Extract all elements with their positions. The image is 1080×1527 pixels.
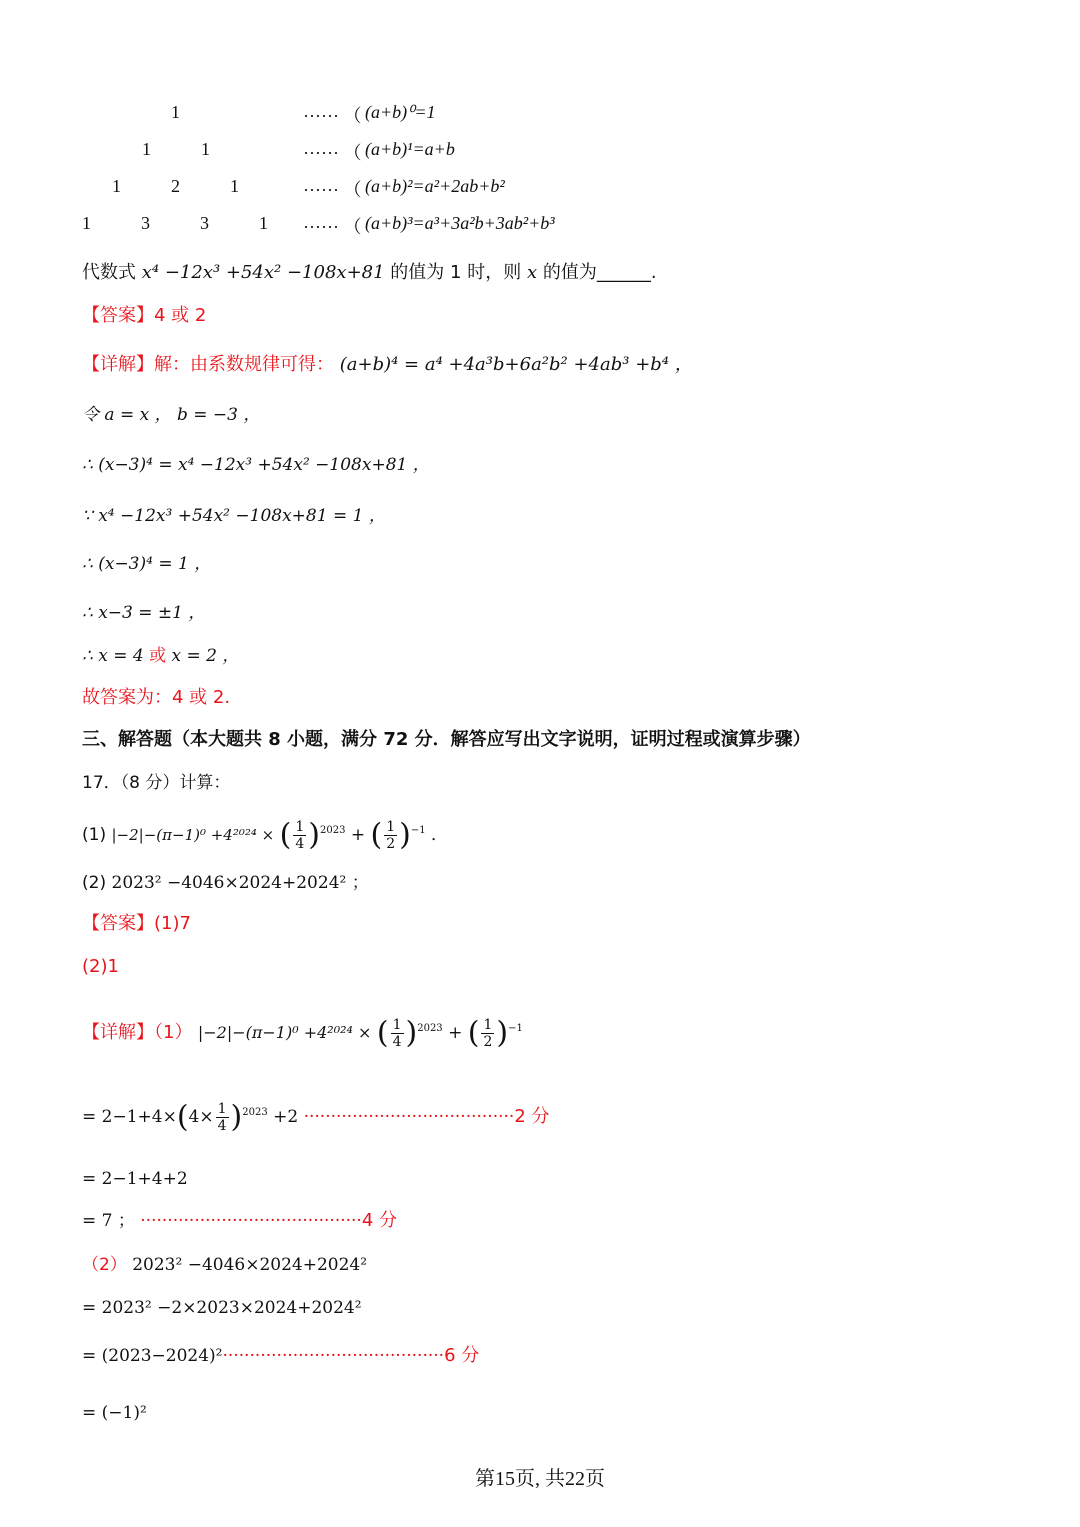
detail-17-line2: = 2−1+4+2 [82,1169,188,1189]
triangle-number: 3 [141,213,150,233]
answer-16: 【答案】4 或 2 [82,305,207,326]
triangle-dots: ······ （ [303,217,362,237]
question-17-header: 17．（8 分）计算： [82,773,231,793]
triangle-number: 2 [171,176,180,196]
triangle-number: 1 [259,213,268,233]
section-title: 三、解答题（本大题共 8 小题，满分 72 分．解答应写出文字说明，证明过程或演算步骤） [82,729,811,750]
fraction: $\frac{1}{4}$ [392,1017,402,1050]
triangle-dots: ······ （ [303,106,362,126]
detail-17-p2-line2: = (2023−2024)²·········································6 分 [82,1345,480,1366]
page-footer: 第15页, 共22页 [475,1468,605,1490]
triangle-number: 1 [201,139,210,159]
fraction: $\frac{1}{2}$ [483,1017,493,1050]
fraction: $\frac{1}{4}$ [217,1101,227,1134]
triangle-number: 1 [230,176,239,196]
answer-17-part2: (2)1 [82,956,119,977]
fraction: $\frac{1}{2}$ [386,819,396,852]
triangle-number: 3 [200,213,209,233]
triangle-dots: ······ （ [303,180,362,200]
detail-17-p2-line3: = (−1)² [82,1403,147,1423]
detail-16-conclusion: 故答案为：4 或 2. [82,687,231,708]
question-17-part1: (1) |−2|−(π−1)⁰ +4²⁰²⁴ × ( $\frac{1}{4}$ )$^{2023}$ + ( $\frac{1}{2}$ )$^{-1}$ ． [82,817,449,853]
triangle-number: 1 [112,176,121,196]
detail-16-intro: 【详解】解：由系数规律可得： (a+b)⁴ = a⁴ +4a³b+6a²b² +4ab³ +b⁴ ， [82,354,693,375]
detail-16-step: ∵ x⁴ −12x³ +54x² −108x+81 = 1 ， [82,506,386,526]
fraction: $\frac{1}{4}$ [295,819,305,852]
question-17-part2: (2) 2023² −4046×2024+2024² ； [82,873,369,893]
triangle-number: 1 [171,102,180,122]
triangle-formula: (a+b)³=a³+3a²b+3ab²+b³ [365,213,555,233]
answer-17: 【答案】(1)7 [82,913,191,934]
triangle-dots: ······ （ [303,143,362,163]
triangle-formula: (a+b)¹=a+b [365,139,455,159]
triangle-formula: (a+b)²=a²+2ab+b² [365,176,505,196]
detail-17-part2: （2） 2023² −4046×2024+2024² [82,1255,368,1275]
triangle-formula: (a+b)⁰=1 [365,102,436,122]
detail-16-step: ∴ (x−3)⁴ = x⁴ −12x³ +54x² −108x+81 ， [82,455,430,475]
detail-17-line3: = 7 ； ·········································4 分 [82,1210,398,1231]
detail-16-step: 令 a = x ， b = −3 ， [82,405,261,425]
detail-16-step: ∴ x−3 = ±1 ， [82,603,206,623]
triangle-number: 1 [82,213,91,233]
detail-17-p2-line1: = 2023² −2×2023×2024+2024² [82,1298,362,1318]
detail-17-line1: = 2−1+4×(4× $\frac{1}{4}$ )$^{2023}$ +2 ·······································2 分 [82,1099,550,1135]
triangle-number: 1 [142,139,151,159]
question-16: 代数式 x⁴ −12x³ +54x² −108x+81 的值为 1 时，则 x 的值为______. [82,262,657,283]
detail-16-step: ∴ x = 4 或 x = 2 ， [82,646,240,666]
detail-16-step: ∴ (x−3)⁴ = 1 ， [82,554,212,574]
detail-17-part1: 【详解】（1） |−2|−(π−1)⁰ +4²⁰²⁴ × ( $\frac{1}{4}$ )$^{2023}$ + ( $\frac{1}{2}$ )$^{-1}$ [82,1015,523,1051]
